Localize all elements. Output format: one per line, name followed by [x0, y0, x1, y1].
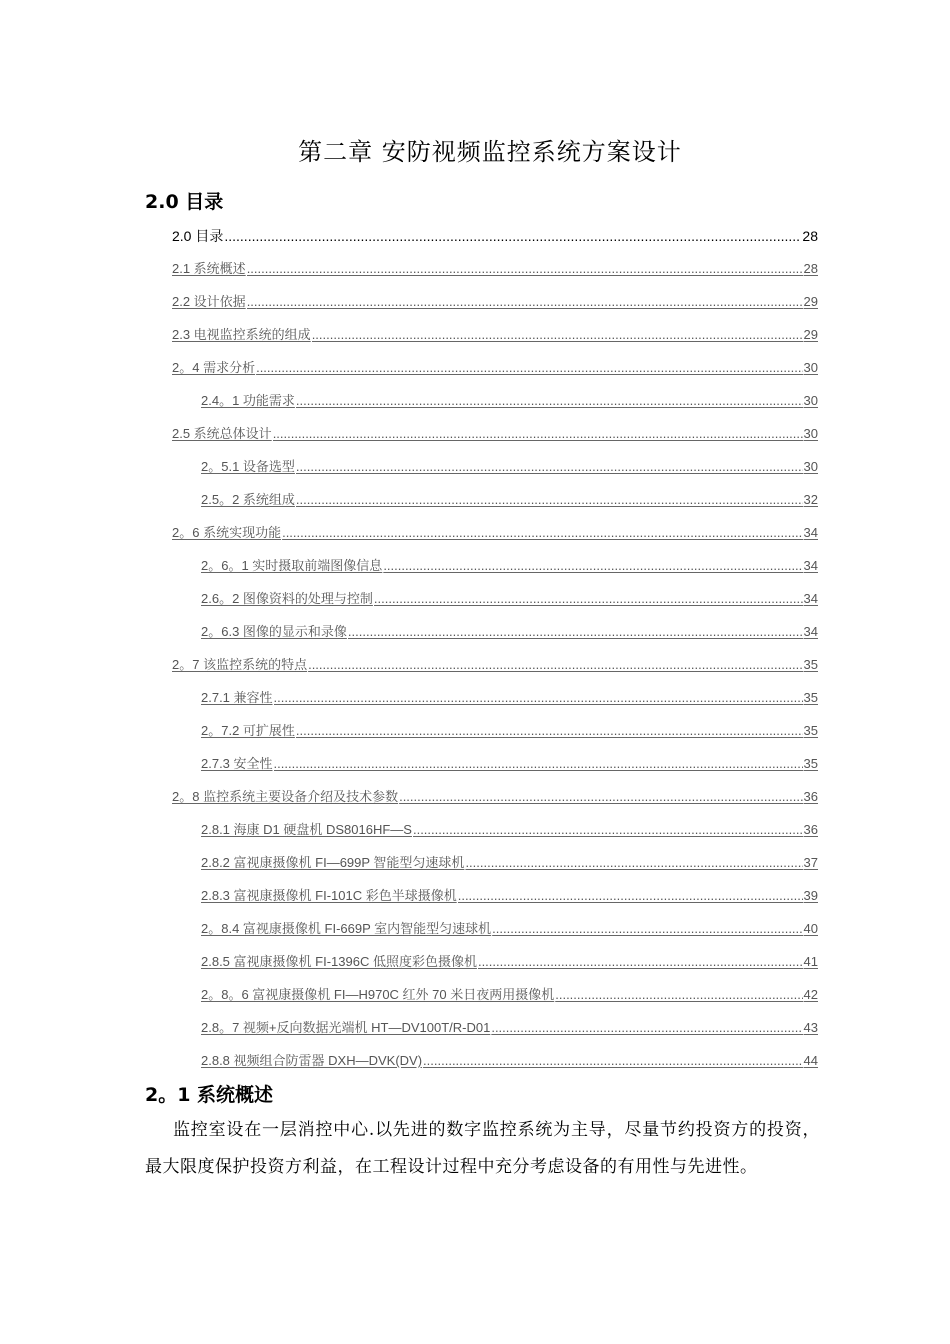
toc-entry[interactable] — [172, 620, 818, 653]
toc-dot-leader — [555, 983, 802, 1007]
toc-dot-leader — [256, 356, 802, 380]
toc-entry[interactable] — [172, 719, 818, 752]
toc-entry[interactable] — [172, 356, 818, 389]
toc-entry-label: 2.2 设计依据 — [172, 294, 246, 309]
toc-dot-leader — [296, 719, 803, 743]
toc-entry[interactable] — [172, 884, 818, 917]
toc-entry-label: 2。7.2 可扩展性 — [201, 723, 295, 738]
toc-dot-leader — [492, 917, 802, 941]
toc-entry-page: 35 — [803, 690, 818, 705]
body-paragraph: 监控室设在一层消控中心.以先进的数字监控系统为主导，尽量节约投资方的投资，最大限度保护投资方利益，在工程设计过程中充分考虑设备的有用性与先进性。 — [145, 1120, 820, 1177]
toc-dot-leader — [374, 587, 803, 611]
toc-dot-leader — [478, 950, 803, 974]
toc-dot-leader — [413, 818, 803, 842]
section-heading: 2。1 系统概述 — [145, 1084, 274, 1106]
toc-entry[interactable] — [172, 950, 818, 983]
toc-entry[interactable] — [172, 818, 818, 851]
toc-entry-page: 42 — [803, 987, 818, 1002]
toc-entry[interactable] — [172, 290, 818, 323]
toc-entry[interactable] — [172, 554, 818, 587]
toc-dot-leader — [399, 785, 802, 809]
toc-heading: 2.0 目录 — [145, 191, 224, 213]
toc-entry[interactable] — [172, 323, 818, 356]
toc-entry-label: 2.7.3 安全性 — [201, 756, 273, 771]
toc-entry-page: 41 — [803, 954, 818, 969]
toc-entry[interactable] — [172, 983, 818, 1016]
toc-entry-label: 2.8.8 视频组合防雷器 DXH—DVK(DV) — [201, 1053, 423, 1068]
toc-entry-page: 44 — [803, 1053, 818, 1068]
toc-entry-page: 30 — [803, 393, 818, 408]
toc-entry-page: 30 — [803, 459, 818, 474]
toc-entry-page: 43 — [803, 1020, 818, 1035]
toc-entry-page: 36 — [803, 822, 818, 837]
toc-entry-page: 28 — [802, 228, 818, 244]
toc-entry[interactable] — [172, 521, 818, 554]
toc-entry-label: 2.0 目录 — [172, 228, 224, 244]
toc-entry-label: 2.8.2 富视康摄像机 FI—699P 智能型匀速球机 — [201, 855, 465, 870]
toc-dot-leader — [458, 884, 803, 908]
toc-entry[interactable] — [172, 917, 818, 950]
toc-dot-leader — [296, 455, 803, 479]
toc-entry[interactable] — [172, 587, 818, 620]
toc-entry-label: 2.6。2 图像资料的处理与控制 — [201, 591, 373, 606]
toc-entry-page: 29 — [803, 294, 818, 309]
toc-entry[interactable] — [172, 257, 818, 290]
toc-entry-page: 34 — [803, 591, 818, 606]
toc-dot-leader — [247, 290, 803, 314]
toc-dot-leader — [383, 554, 802, 578]
toc-entry-label: 2.4。1 功能需求 — [201, 393, 295, 408]
toc-dot-leader — [273, 422, 803, 446]
toc-entry-page: 30 — [803, 360, 818, 375]
toc-entry-page: 40 — [803, 921, 818, 936]
toc-entry-label: 2.7.1 兼容性 — [201, 690, 273, 705]
toc-entry[interactable] — [172, 224, 818, 257]
toc-entry-page: 37 — [803, 855, 818, 870]
toc-dot-leader — [282, 521, 802, 545]
toc-entry-label: 2.1 系统概述 — [172, 261, 246, 276]
toc-entry-label: 2.5。2 系统组成 — [201, 492, 295, 507]
toc-entry-label: 2.8.3 富视康摄像机 FI-101C 彩色半球摄像机 — [201, 888, 457, 903]
toc-dot-leader — [312, 323, 803, 347]
toc-entry-page: 36 — [803, 789, 818, 804]
toc-entry-label: 2.5 系统总体设计 — [172, 426, 272, 441]
toc-entry-page: 39 — [803, 888, 818, 903]
toc-dot-leader — [296, 389, 803, 413]
toc-entry-label: 2。6。1 实时摄取前端图像信息 — [201, 558, 383, 573]
toc-entry-label: 2.8.1 海康 D1 硬盘机 DS8016HF—S — [201, 822, 412, 837]
toc-entry[interactable] — [172, 653, 818, 686]
toc-dot-leader — [465, 851, 802, 875]
toc-entry[interactable] — [172, 488, 818, 521]
toc-entry[interactable] — [172, 455, 818, 488]
toc-dot-leader — [224, 224, 801, 248]
toc-entry-label: 2。6 系统实现功能 — [172, 525, 282, 540]
toc-entry-label: 2。7 该监控系统的特点 — [172, 657, 308, 672]
toc-dot-leader — [296, 488, 803, 512]
chapter-title: 第二章 安防视频监控系统方案设计 — [298, 138, 682, 166]
toc-entry-label: 2.3 电视监控系统的组成 — [172, 327, 311, 342]
toc-dot-leader — [348, 620, 803, 644]
toc-entry[interactable] — [172, 389, 818, 422]
toc-entry-page: 35 — [803, 723, 818, 738]
toc-entry[interactable] — [172, 686, 818, 719]
toc-entry-page: 34 — [803, 525, 818, 540]
toc-dot-leader — [423, 1049, 802, 1073]
toc-entry-label: 2.8。7 视频+反向数据光端机 HT—DV100T/R-D01 — [201, 1020, 491, 1035]
toc-entry[interactable] — [172, 1049, 818, 1082]
toc-entry-label: 2。8.4 富视康摄像机 FI-669P 室内智能型匀速球机 — [201, 921, 492, 936]
toc-entry-page: 35 — [803, 756, 818, 771]
toc-dot-leader — [247, 257, 803, 281]
toc-dot-leader — [274, 752, 803, 776]
toc-entry-page: 28 — [803, 261, 818, 276]
toc-entry-label: 2。4 需求分析 — [172, 360, 256, 375]
toc-entry-label: 2。5.1 设备选型 — [201, 459, 295, 474]
toc-entry[interactable] — [172, 422, 818, 455]
toc-dot-leader — [491, 1016, 802, 1040]
toc-entry-page: 34 — [803, 624, 818, 639]
toc-entry[interactable] — [172, 1016, 818, 1049]
toc-entry[interactable] — [172, 752, 818, 785]
toc-entry-page: 29 — [803, 327, 818, 342]
table-of-contents — [172, 224, 818, 1082]
toc-entry-page: 32 — [803, 492, 818, 507]
toc-entry-page: 30 — [803, 426, 818, 441]
toc-entry-page: 35 — [803, 657, 818, 672]
toc-dot-leader — [274, 686, 803, 710]
toc-entry-label: 2.8.5 富视康摄像机 FI-1396C 低照度彩色摄像机 — [201, 954, 477, 969]
toc-entry-label: 2。8 监控系统主要设备介绍及技术参数 — [172, 789, 399, 804]
toc-entry-label: 2。8。6 富视康摄像机 FI—H970C 红外 70 米日夜两用摄像机 — [201, 987, 555, 1002]
toc-entry[interactable] — [172, 851, 818, 884]
toc-entry-label: 2。6.3 图像的显示和录像 — [201, 624, 347, 639]
toc-entry-page: 34 — [803, 558, 818, 573]
toc-entry[interactable] — [172, 785, 818, 818]
toc-dot-leader — [308, 653, 802, 677]
